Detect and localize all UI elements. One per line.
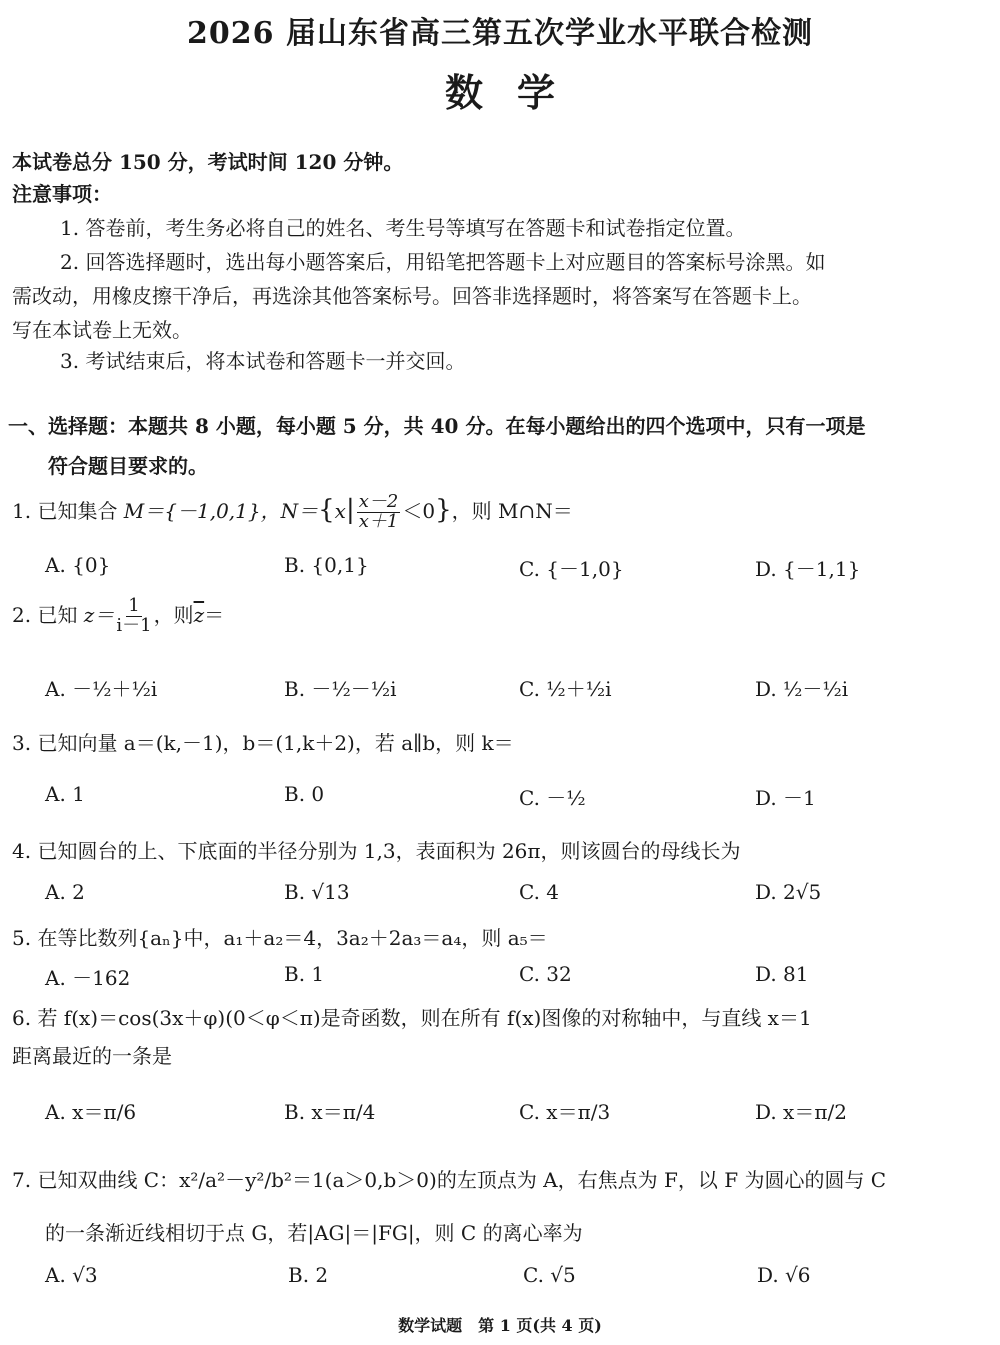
q7-option-c[interactable]: C. √5: [523, 1263, 576, 1287]
note-2-line-2: 需改动，用橡皮擦干净后，再选涂其他答案标号。回答非选择题时，将答案写在答题卡上。: [12, 284, 812, 308]
q2-option-a[interactable]: A. －½＋½i: [45, 677, 158, 701]
question-5-stem: 5. 在等比数列{aₙ}中，a₁＋a₂＝4，3a₂＋2a₃＝a₄，则 a₅＝: [12, 926, 548, 950]
q4-option-c[interactable]: C. 4: [519, 880, 560, 904]
q6-option-a[interactable]: A. x＝π/6: [45, 1100, 137, 1124]
score-line: 本试卷总分 150 分，考试时间 120 分钟。: [12, 150, 404, 174]
question-2-stem: 2. 已知 z＝ $\frac{1}{i-1}$ ，则$\overline{z}=$: [12, 595, 225, 636]
question-6-stem-line-2: 距离最近的一条是: [12, 1044, 172, 1068]
q2-option-b[interactable]: B. －½－½i: [284, 677, 397, 701]
note-2-line-3: 写在本试卷上无效。: [12, 318, 192, 342]
exam-title: 2026 届山东省高三第五次学业水平联合检测: [187, 16, 813, 51]
q2-fraction: $\frac{1}{i-1}$: [116, 595, 152, 636]
question-6-stem-line-1: 6. 若 f(x)＝cos(3x＋φ)(0＜φ＜π)是奇函数，则在所有 f(x)图像的对称轴中，与直线 x＝1: [12, 1006, 812, 1030]
q1-option-b[interactable]: B. {0,1}: [284, 553, 369, 577]
question-7-stem-line-1: 7. 已知双曲线 C：x²/a²－y²/b²＝1(a＞0,b＞0)的左顶点为 A，右焦点为 F，以 F 为圆心的圆与 C: [12, 1168, 887, 1192]
q4-option-d[interactable]: D. 2√5: [755, 880, 822, 904]
note-3: 3. 考试结束后，将本试卷和答题卡一并交回。: [60, 349, 466, 373]
q1-fraction: $\frac{x-2}{x+1}$: [358, 491, 399, 532]
question-1-stem: 1. 已知集合 M＝{－1,0,1}，N＝{x| $\frac{x-2}{x+1}$ ＜0}，则 M∩N＝: [12, 491, 573, 532]
q4-option-b[interactable]: B. √13: [284, 880, 350, 904]
q3-option-b[interactable]: B. 0: [284, 782, 325, 806]
q2-option-d[interactable]: D. ½－½i: [755, 677, 849, 701]
question-7-stem-line-2: 的一条渐近线相切于点 G，若|AG|＝|FG|，则 C 的离心率为: [45, 1221, 583, 1245]
q3-option-d[interactable]: D. －1: [755, 786, 816, 810]
q6-option-d[interactable]: D. x＝π/2: [755, 1100, 847, 1124]
question-4-stem: 4. 已知圆台的上、下底面的半径分别为 1,3，表面积为 26π，则该圆台的母线长为: [12, 839, 741, 863]
q6-option-c[interactable]: C. x＝π/3: [519, 1100, 611, 1124]
q1-option-d[interactable]: D. {－1,1}: [755, 557, 861, 581]
note-1: 1. 答卷前，考生务必将自己的姓名、考生号等填写在答题卡和试卷指定位置。: [60, 216, 746, 240]
q5-option-a[interactable]: A. －162: [45, 966, 131, 990]
q7-option-a[interactable]: A. √3: [45, 1263, 98, 1287]
q6-option-b[interactable]: B. x＝π/4: [284, 1100, 376, 1124]
subject-title: 数学: [444, 70, 589, 115]
notes-title: 注意事项：: [12, 182, 112, 206]
page-footer: 数学试题 第 1 页(共 4 页): [398, 1316, 602, 1335]
q1-option-a[interactable]: A. {0}: [45, 553, 111, 577]
q3-option-c[interactable]: C. －½: [519, 786, 586, 810]
q3-option-a[interactable]: A. 1: [45, 782, 85, 806]
q5-option-d[interactable]: D. 81: [755, 962, 809, 986]
note-2-line-1: 2. 回答选择题时，选出每小题答案后，用铅笔把答题卡上对应题目的答案标号涂黑。如: [60, 250, 826, 274]
q2-option-c[interactable]: C. ½＋½i: [519, 677, 612, 701]
section-1-line-1: 一、选择题：本题共 8 小题，每小题 5 分，共 40 分。在每小题给出的四个选项中，只有一项是: [8, 414, 866, 438]
question-3-stem: 3. 已知向量 a＝(k,－1)，b＝(1,k＋2)，若 a∥b，则 k＝: [12, 731, 514, 755]
q4-option-a[interactable]: A. 2: [45, 880, 85, 904]
section-1-line-2: 符合题目要求的。: [48, 454, 208, 478]
q7-option-b[interactable]: B. 2: [288, 1263, 329, 1287]
q1-option-c[interactable]: C. {－1,0}: [519, 557, 624, 581]
q7-option-d[interactable]: D. √6: [757, 1263, 811, 1287]
q5-option-c[interactable]: C. 32: [519, 962, 572, 986]
q5-option-b[interactable]: B. 1: [284, 962, 325, 986]
